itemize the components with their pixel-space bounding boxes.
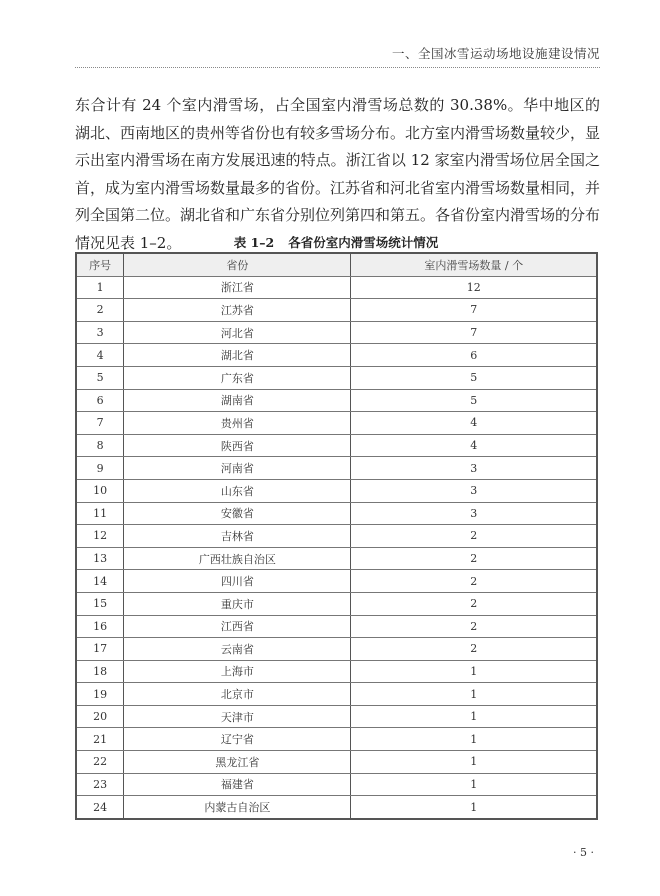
cell-count: 1 <box>351 728 597 751</box>
cell-province: 湖北省 <box>124 344 351 367</box>
cell-province: 北京市 <box>124 683 351 706</box>
cell-count: 1 <box>351 660 597 683</box>
cell-province: 陕西省 <box>124 434 351 457</box>
cell-count: 2 <box>351 592 597 615</box>
cell-count: 1 <box>351 751 597 774</box>
table-caption <box>75 233 597 251</box>
cell-province: 湖南省 <box>124 389 351 412</box>
cell-count: 5 <box>351 389 597 412</box>
cell-province: 广东省 <box>124 366 351 389</box>
cell-province: 重庆市 <box>124 592 351 615</box>
column-header-province: 省份 <box>124 253 351 276</box>
cell-index: 22 <box>76 751 124 774</box>
table-row <box>76 660 597 683</box>
cell-count: 1 <box>351 683 597 706</box>
cell-count: 7 <box>351 321 597 344</box>
cell-index: 23 <box>76 773 124 796</box>
table-row <box>76 751 597 774</box>
cell-index: 6 <box>76 389 124 412</box>
table-row <box>76 525 597 548</box>
cell-count: 6 <box>351 344 597 367</box>
cell-province: 贵州省 <box>124 412 351 435</box>
cell-index: 16 <box>76 615 124 638</box>
cell-count: 7 <box>351 299 597 322</box>
cell-index: 10 <box>76 479 124 502</box>
cell-province: 河南省 <box>124 457 351 480</box>
table-row <box>76 638 597 661</box>
table-row <box>76 299 597 322</box>
table-row <box>76 570 597 593</box>
table-row <box>76 366 597 389</box>
table-body <box>76 276 597 819</box>
cell-index: 17 <box>76 638 124 661</box>
cell-index: 8 <box>76 434 124 457</box>
cell-count: 2 <box>351 615 597 638</box>
cell-count: 3 <box>351 502 597 525</box>
cell-province: 浙江省 <box>124 276 351 299</box>
cell-index: 2 <box>76 299 124 322</box>
cell-province: 云南省 <box>124 638 351 661</box>
cell-province: 黑龙江省 <box>124 751 351 774</box>
table-row <box>76 457 597 480</box>
cell-count: 2 <box>351 638 597 661</box>
cell-province: 河北省 <box>124 321 351 344</box>
page-number: · 5 · <box>573 846 594 859</box>
table-row <box>76 412 597 435</box>
table-caption-number: 表 1–2 <box>233 235 275 250</box>
cell-index: 11 <box>76 502 124 525</box>
cell-province: 内蒙古自治区 <box>124 796 351 819</box>
header-dotted-rule <box>75 67 600 68</box>
cell-count: 4 <box>351 412 597 435</box>
table-row <box>76 705 597 728</box>
running-head-title: 一、全国冰雪运动场地设施建设情况 <box>391 46 600 61</box>
table-row <box>76 547 597 570</box>
column-header-index: 序号 <box>76 253 124 276</box>
cell-province: 吉林省 <box>124 525 351 548</box>
cell-index: 1 <box>76 276 124 299</box>
cell-index: 21 <box>76 728 124 751</box>
cell-province: 江西省 <box>124 615 351 638</box>
cell-index: 9 <box>76 457 124 480</box>
table-row <box>76 502 597 525</box>
cell-count: 1 <box>351 796 597 819</box>
cell-index: 12 <box>76 525 124 548</box>
table-row <box>76 321 597 344</box>
table-row <box>76 728 597 751</box>
table-row <box>76 796 597 819</box>
body-paragraph: 东合计有 24 个室内滑雪场，占全国室内滑雪场总数的 30.38%。华中地区的湖北、西南地区的贵州等省份也有较多雪场分布。北方室内滑雪场数量较少，显示出室内滑雪场在南方发展迅速的特点。浙江省以 12 家室内滑雪场位居全国之首，成为室内滑雪场数量最多的省份。江苏省和河北省室内滑雪场数量相同，并列全国第二位。湖北省和广东省分别位列第四和第五。各省份室内滑雪场的分布情况见表 1–2。 <box>75 96 601 252</box>
cell-province: 四川省 <box>124 570 351 593</box>
cell-index: 13 <box>76 547 124 570</box>
cell-province: 辽宁省 <box>124 728 351 751</box>
table-row <box>76 344 597 367</box>
cell-count: 1 <box>351 705 597 728</box>
province-ski-table <box>75 252 598 820</box>
cell-index: 18 <box>76 660 124 683</box>
cell-count: 5 <box>351 366 597 389</box>
cell-count: 2 <box>351 570 597 593</box>
table-row <box>76 479 597 502</box>
cell-province: 福建省 <box>124 773 351 796</box>
table-row <box>76 773 597 796</box>
cell-index: 20 <box>76 705 124 728</box>
cell-count: 1 <box>351 773 597 796</box>
cell-index: 4 <box>76 344 124 367</box>
table-row <box>76 615 597 638</box>
cell-count: 3 <box>351 457 597 480</box>
table-row <box>76 683 597 706</box>
cell-count: 4 <box>351 434 597 457</box>
cell-count: 2 <box>351 547 597 570</box>
cell-index: 24 <box>76 796 124 819</box>
cell-province: 上海市 <box>124 660 351 683</box>
table-row <box>76 592 597 615</box>
cell-province: 广西壮族自治区 <box>124 547 351 570</box>
table-row <box>76 389 597 412</box>
cell-index: 15 <box>76 592 124 615</box>
column-header-count: 室内滑雪场数量 / 个 <box>351 253 597 276</box>
cell-index: 7 <box>76 412 124 435</box>
cell-province: 山东省 <box>124 479 351 502</box>
table-row <box>76 276 597 299</box>
table-caption-title: 各省份室内滑雪场统计情况 <box>288 235 439 250</box>
table-header-row <box>76 253 597 276</box>
cell-index: 19 <box>76 683 124 706</box>
cell-count: 3 <box>351 479 597 502</box>
cell-index: 3 <box>76 321 124 344</box>
cell-count: 2 <box>351 525 597 548</box>
table-row <box>76 434 597 457</box>
cell-index: 14 <box>76 570 124 593</box>
cell-count: 12 <box>351 276 597 299</box>
cell-province: 天津市 <box>124 705 351 728</box>
cell-province: 安徽省 <box>124 502 351 525</box>
cell-province: 江苏省 <box>124 299 351 322</box>
cell-index: 5 <box>76 366 124 389</box>
